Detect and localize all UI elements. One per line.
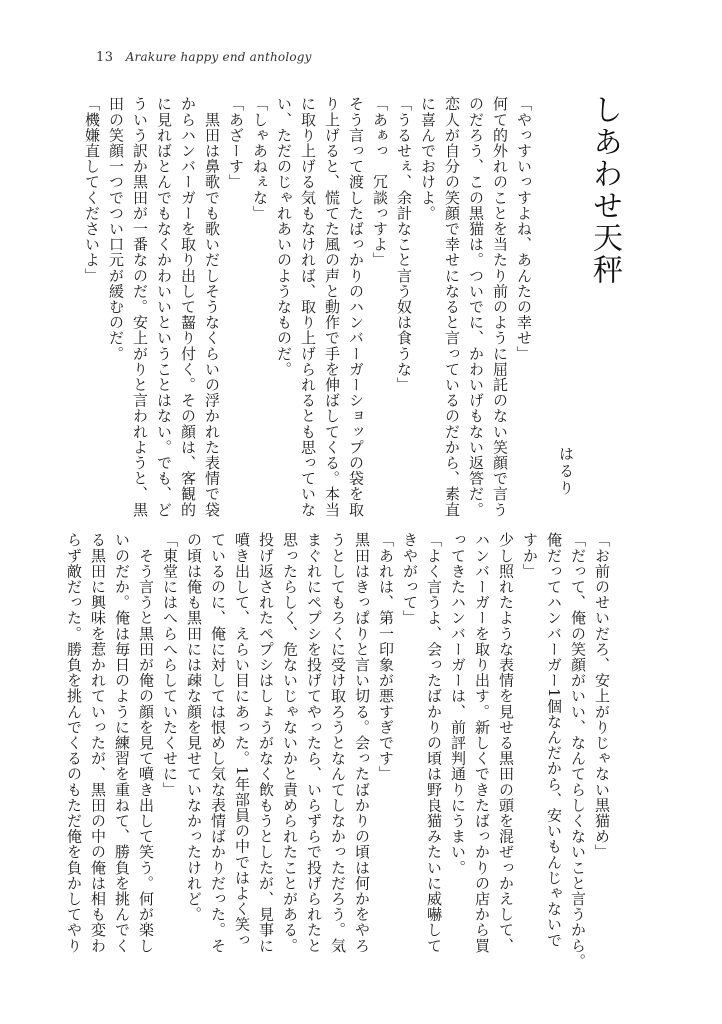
text-line: らず敵だった。勝負を挑んでくるのもただ俺を負かしてやり [65,532,83,954]
text-line: り上げると、慌てた風の声と動作で手を伸ばしてくる。本当 [323,96,341,518]
text-line: 「機嫌直してくださいよ」 [83,96,101,284]
text-line: 「お前のせいだろ、安上がりじゃない黒猫め」 [593,532,611,860]
running-title: Arakure happy end anthology [125,50,312,64]
text-line: 黒田はきっぱりと言い切る。会ったばかりの頃は何かをやろ [353,532,371,954]
running-header [96,50,312,65]
text-line: きやがって」 [401,532,419,626]
text-line: 投げ返されたペプシはしょうがなく飲もうとしたが、見事に [257,532,275,954]
text-line: 「あざーす」 [227,96,245,190]
story-author: はるり [557,446,575,497]
text-line: ういう訳か黒田が一番なのだ。安上がりと言われようと、黒 [131,96,149,518]
text-line: 「だって、俺の笑顔がいい、なんてらしくないこと言うから。 [569,532,587,969]
text-line: まぐれにペプシを投げてやったら、いらずらで投げられたと [305,532,323,954]
text-line: 「あぁっ 冗談っすよ」 [371,96,389,268]
text-line: 何て的外れのことを当たり前のように屈託のない笑顔で言う [491,96,509,518]
text-line: 「しゃあねぇな」 [251,96,269,221]
text-line: に取り上げる気もなければ、取り上げられるとも思っていな [299,96,317,518]
text-line: からハンバーガーを取り出して齧り付く。その顔は、客観的 [179,96,197,518]
text-line: すか」 [521,532,539,579]
text-line: 黒田は鼻歌でも歌いだしそうなくらいの浮かれた表情で袋 [203,96,221,518]
text-line: ているのに、俺に対しては恨めし気な表情ばかりだった。そ [209,532,227,954]
text-line: 「やっすいっすよね、あんたの幸せ」 [515,96,533,362]
text-line: 「よく言うよ、会ったばかりの頃は野良猫みたいに威嚇して [425,532,443,954]
page-number: 13 [96,50,114,65]
text-line: 「あれは、第一印象が悪すぎです」 [377,532,395,782]
lower-text-block [65,532,614,969]
text-line: ハンバーガーを取り出す。新しくできたばっかりの店から買 [473,532,491,954]
text-line: 「うるせぇ、余計なこと言う奴は食うな」 [395,96,413,393]
text-line: 思ったらしく、危ないじゃないかと責められたことがある。 [281,532,299,954]
text-line: そう言うと黒田が俺の顔を見て噴き出して笑う。何が楽し [137,532,155,954]
text-line: 恋人が自分の笑顔で幸せになると言っているのだから、素直 [443,96,461,518]
text-line: ってきたハンバーガーは、前評判通りにうまい。 [449,532,467,876]
text-line: 田の笑顔一つでつい口元が緩むのだ。 [107,96,125,362]
text-line: の頃は俺も黒田には疎な顔を見せていなかったけれど。 [185,532,203,922]
text-line: そう言って渡したばっかりのハンバーガーショップの袋を取 [347,96,365,518]
text-line: 少し照れたような表情を見せる黒田の頭を混ぜっかえして、 [497,532,515,954]
text-line: い、ただのじゃれあいのようなものだ。 [275,96,293,377]
text-line: 噴き出して、えらい目にあった。1年部員の中ではよく笑っ [233,532,251,948]
text-line: 俺だってハンバーガー1個なんだから、安いもんじゃないで [545,532,563,948]
text-line: る黒田に興味を惹かれていったが、黒田の中の俺は相も変わ [89,532,107,954]
text-line: に喜んでおけよ。 [419,96,437,221]
text-line: いのだか。俺は毎日のように練習を重ねて、勝負を挑んでく [113,532,131,954]
text-line: 「東堂にはへらへらしていたくせに」 [161,532,179,798]
text-line: に見ればとんでもなくかわいいということはない。でも、ど [155,96,173,518]
text-line: のだろう、この黒猫は。ついでに、かわいげもない返答だ。 [467,96,485,518]
text-line: うとしてもろくに受け取ろうとなんてしなかっただろう。気 [329,532,347,954]
story-title: しあわせ天秤 [587,94,622,286]
upper-text-block [83,96,536,518]
